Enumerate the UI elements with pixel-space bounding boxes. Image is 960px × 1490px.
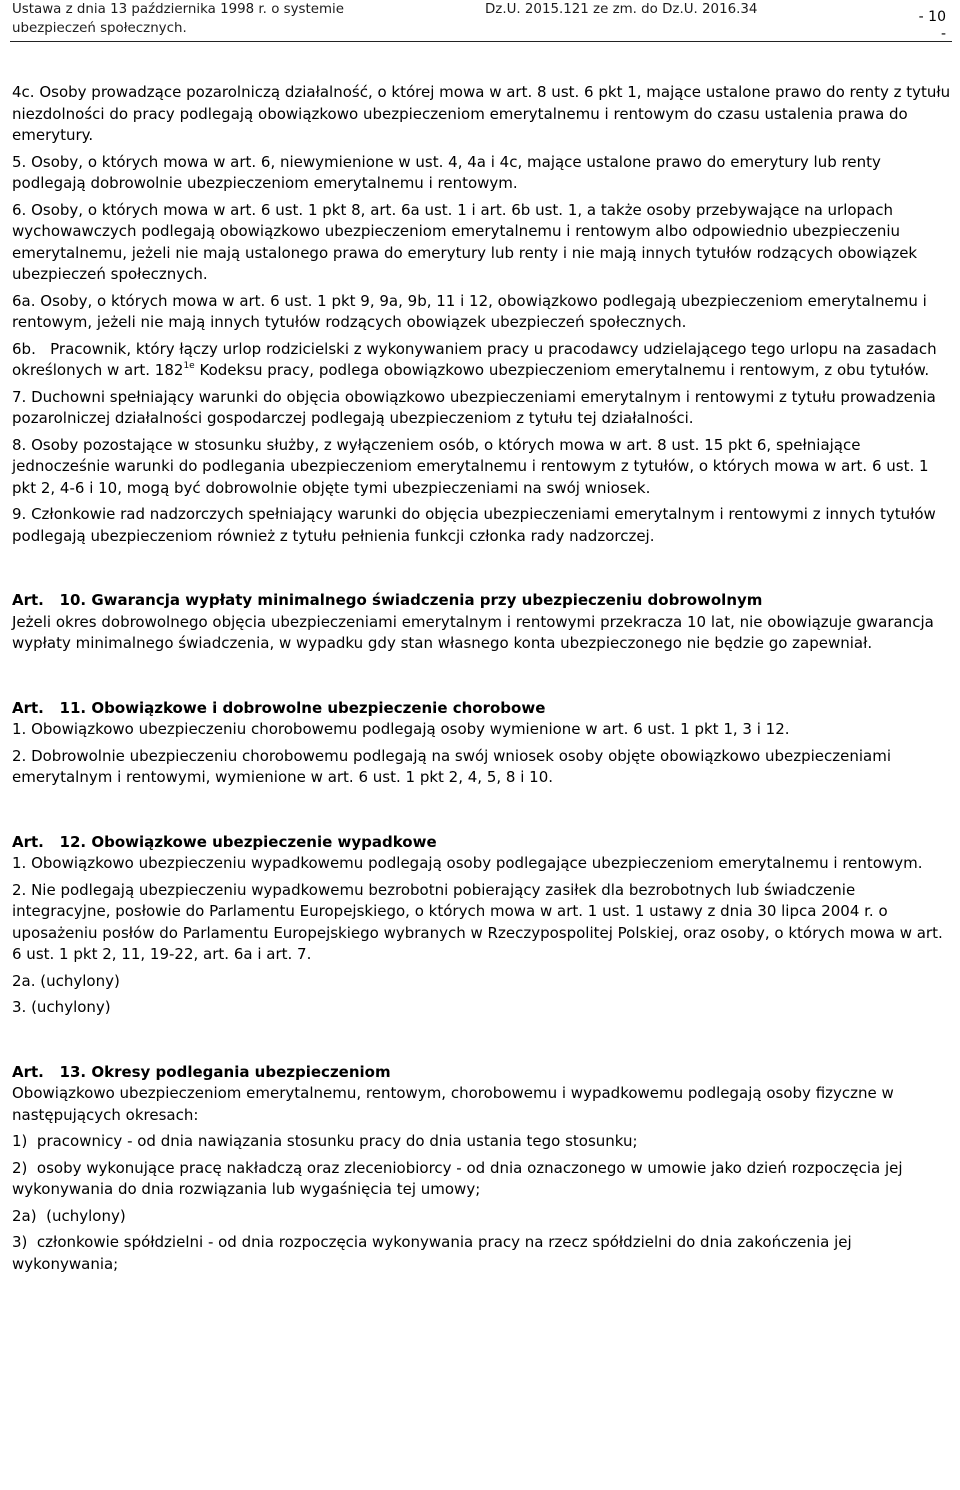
art12-paragraph-2a: 2a. (uchylony) (12, 971, 120, 990)
art11-heading: Art. 11. Obowiązkowe i dobrowolne ubezpieczenie chorobowe (12, 698, 546, 717)
paragraph-5: 5. Osoby, o których mowa w art. 6, niewymienione w ust. 4, 4a i 4c, mające ustalone prawo do emerytury lub renty podlegają dobrowolnie ubezpieczeniom emerytalnemu i rentowym. (12, 152, 881, 192)
paragraph-6: 6. Osoby, o których mowa w art. 6 ust. 1 pkt 8, art. 6a ust. 1 i art. 6b ust. 1, a także osoby przebywające na urlopach wychowawczych podlegają obowiązkowo ubezpieczeniom emerytalnemu i rentowym albo odpowiednio ubezpieczeniu emerytalnemu, jeżeli nie mają ustalonego prawa do emerytury lub renty i nie mają innych tytułów rodzących obowiązek ubezpieczeń społecznych. (12, 200, 918, 283)
art12-heading: Art. 12. Obowiązkowe ubezpieczenie wypadkowe (12, 832, 437, 851)
paragraph-6b-text: 6b. Pracownik, który łączy urlop rodzicielski z wykonywaniem pracy u pracodawcy udzielającego tego urlopu na zasadach określonych w art. 182 (12, 339, 937, 379)
page-number-dash: - (940, 26, 946, 42)
art12-paragraph-2: 2. Nie podlegają ubezpieczeniu wypadkowemu bezrobotni pobierający zasiłek dla bezrobotnych lub świadczenie integracyjne, posłowie do Parlamentu Europejskiego, o których mowa w art. 1 ust. 1 ustawy z dnia 30 lipca 2004 r. o uposażeniu posłów do Parlamentu Europejskiego wybranych w Rzeczypospolitej Polskiej, oraz osoby, o których mowa w art. 6 ust. 1 pkt 2, 11, 19-22, art. 6a i art. 7. (12, 880, 943, 963)
art13-heading: Art. 13. Okresy podlegania ubezpieczeniom (12, 1062, 391, 1081)
art13-intro: Obowiązkowo ubezpieczeniom emerytalnemu, rentowym, chorobowemu i wypadkowemu podlegają osoby fizyczne w następujących okresach: (12, 1084, 894, 1124)
art11-paragraph-1: 1. Obowiązkowo ubezpieczeniu chorobowemu podlegają osoby wymienione w art. 6 ust. 1 pkt 1, 3 i 12. (12, 720, 790, 738)
document-body (12, 82, 952, 1280)
paragraph-7: 7. Duchowni spełniający warunki do objęcia obowiązkowo ubezpieczeniami emerytalnym i rentowymi z tytułu prowadzenia pozarolniczej działalności gospodarczej podlegają ubezpieczeniom z tytułu tej działalności. (12, 387, 936, 427)
art13-item-1: 1) pracownicy - od dnia nawiązania stosunku pracy do dnia ustania tego stosunku; (12, 1132, 638, 1150)
header-title-line1: Ustawa z dnia 13 października 1998 r. o systemie (12, 2, 345, 17)
page-number-block (919, 9, 946, 43)
art12-paragraph-3: 3. (uchylony) (12, 998, 111, 1016)
art13-item-2a: 2a) (uchylony) (12, 1206, 126, 1225)
art12-paragraph-1: 1. Obowiązkowo ubezpieczeniu wypadkowemu podlegają osoby podlegające ubezpieczeniom emerytalnemu i rentowym. (12, 854, 923, 872)
art11-paragraph-2: 2. Dobrowolnie ubezpieczeniu chorobowemu podlegają na swój wniosek osoby objęte obowiązkowo ubezpieczeniami emerytalnym i rentowymi, wymienione w art. 6 ust. 1 pkt 2, 4, 5, 8 i 10. (12, 746, 892, 786)
paragraph-6b-text-end: Kodeksu pracy, podlega obowiązkowo ubezpieczeniom emerytalnemu i rentowym, z obu tytułów. (194, 361, 930, 379)
header-act-title (12, 0, 344, 38)
paragraph-4c: 4c. Osoby prowadzące pozarolniczą działalność, o której mowa w art. 8 ust. 6 pkt 1, mające ustalone prawo do renty z tytułu niezdolności do pracy podlegają obowiązkowo ubezpieczeniom emerytalnemu i rentowym do czasu ustalenia prawa do emerytury. (12, 83, 951, 144)
art13-item-3: 3) członkowie spółdzielni - od dnia rozpoczęcia wykonywania pracy na rzecz spółdzielni do dnia zakończenia jej wykonywania; (12, 1233, 852, 1273)
page-number: - 10 (918, 9, 946, 25)
paragraph-8: 8. Osoby pozostające w stosunku służby, z wyłączeniem osób, o których mowa w art. 8 ust. 15 pkt 6, spełniające jednocześnie warunki do podlegania ubezpieczeniom emerytalnemu i rentowym z tytułów, o których mowa w art. 6 ust. 1 pkt 2, 4-6 i 10, mogą być dobrowolnie objęte tymi ubezpieczeniami na swój wniosek. (12, 435, 929, 497)
paragraph-6a: 6a. Osoby, o których mowa w art. 6 ust. 1 pkt 9, 9a, 9b, 11 i 12, obowiązkowo podlegają ubezpieczeniom emerytalnemu i rentowym, jeżeli nie mają innych tytułów rodzących obowiązek ubezpieczeń społecznych. (12, 291, 927, 331)
paragraph-6b-superscript: 1e (183, 361, 195, 371)
header-title-line2: ubezpieczeń społecznych. (12, 21, 187, 36)
art13-item-2: 2) osoby wykonujące pracę nakładczą oraz zleceniobiorcy - od dnia oznaczonego w umowie jako dzień rozpoczęcia jej wykonywania do dnia rozwiązania lub wygaśnięcia tej umowy; (12, 1158, 903, 1198)
paragraph-6b (12, 339, 952, 382)
art10-heading: Art. 10. Gwarancja wypłaty minimalnego świadczenia przy ubezpieczeniu dobrowolnym (12, 591, 763, 609)
art10-text: Jeżeli okres dobrowolnego objęcia ubezpieczeniami emerytalnym i rentowymi przekracza 10 lat, nie obowiązuje gwarancja wypłaty minimalnego świadczenia, w wypadku gdy stan własnego konta ubezpieczonego nie będzie go zapewniał. (12, 612, 934, 652)
header-divider (10, 41, 952, 42)
paragraph-9: 9. Członkowie rad nadzorczych spełniający warunki do objęcia ubezpieczeniami emerytalnym i rentowymi z innych tytułów podlegają ubezpieczeniom również z tytułu pełnienia funkcji członka rady nadzorczej. (12, 505, 936, 545)
header-citation: Dz.U. 2015.121 ze zm. do Dz.U. 2016.34 (485, 2, 758, 17)
